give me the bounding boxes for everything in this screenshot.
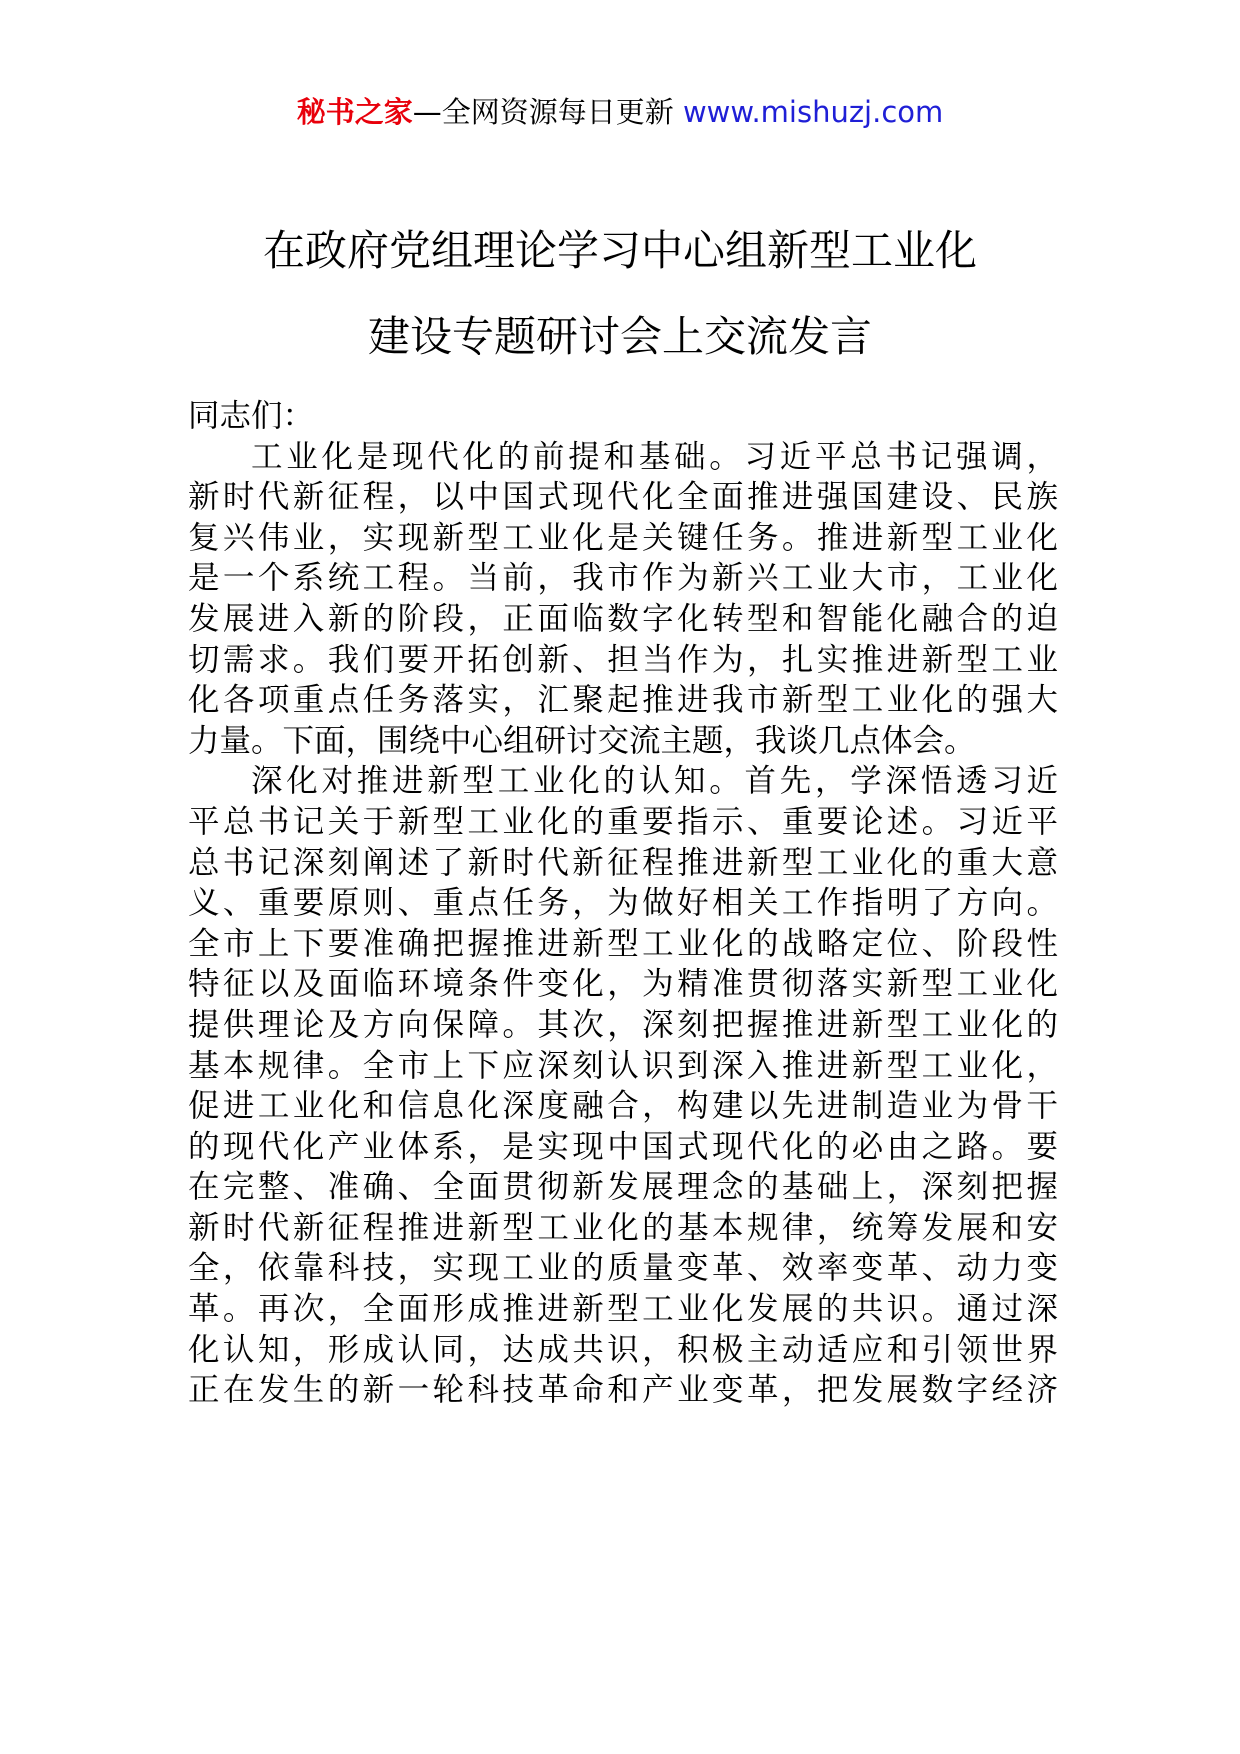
- paragraph-line: 平总书记关于新型工业化的重要指示、重要论述。习近平: [188, 803, 1058, 840]
- paragraph-line: 新时代新征程，以中国式现代化全面推进强国建设、民族: [188, 479, 1058, 516]
- site-brand: 秘书之家: [296, 95, 413, 129]
- paragraph-line: 切需求。我们要开拓创新、担当作为，扎实推进新型工业: [188, 641, 1058, 678]
- paragraph-line: 基本规律。全市上下应深刻认识到深入推进新型工业化，: [188, 1047, 1058, 1084]
- paragraph-line: 在完整、准确、全面贯彻新发展理念的基础上，深刻把握: [188, 1169, 1058, 1206]
- paragraph-1: [188, 437, 1058, 762]
- site-tagline: —全网资源每日更新: [412, 95, 674, 129]
- title-line-2: 建设专题研讨会上交流发言: [367, 312, 872, 361]
- salutation: 同志们：: [188, 398, 315, 434]
- paragraph-line: 复兴伟业，实现新型工业化是关键任务。推进新型工业化: [188, 519, 1058, 556]
- paragraph-line: 总书记深刻阐述了新时代新征程推进新型工业化的重大意: [188, 844, 1058, 881]
- paragraph-line: 深化对推进新型工业化的认知。首先，学深悟透习近: [251, 763, 1058, 800]
- paragraph-2: [188, 761, 1058, 1411]
- paragraph-line: 的现代化产业体系，是实现中国式现代化的必由之路。要: [188, 1128, 1058, 1165]
- document-title: [140, 208, 1100, 380]
- document-body: [188, 396, 1058, 1411]
- paragraph-line: 正在发生的新一轮科技革命和产业变革，把发展数字经济: [188, 1372, 1058, 1409]
- paragraph-line: 全市上下要准确把握推进新型工业化的战略定位、阶段性: [188, 925, 1058, 962]
- paragraph-line: 促进工业化和信息化深度融合，构建以先进制造业为骨干: [188, 1088, 1058, 1125]
- paragraph-line: 义、重要原则、重点任务，为做好相关工作指明了方向。: [188, 885, 1058, 922]
- paragraph-line: 新时代新征程推进新型工业化的基本规律，统筹发展和安: [188, 1209, 1058, 1246]
- paragraph-line: 是一个系统工程。当前，我市作为新兴工业大市，工业化: [188, 560, 1058, 597]
- paragraph-line: 化各项重点任务落实，汇聚起推进我市新型工业化的强大: [188, 682, 1058, 719]
- paragraph-line: 提供理论及方向保障。其次，深刻把握推进新型工业化的: [188, 1006, 1058, 1043]
- paragraph-line: 发展进入新的阶段，正面临数字化转型和智能化融合的迫: [188, 600, 1058, 637]
- paragraph-line: 革。再次，全面形成推进新型工业化发展的共识。通过深: [188, 1291, 1058, 1328]
- site-url-link[interactable]: www.mishuzj.com: [682, 95, 944, 129]
- paragraph-line: 工业化是现代化的前提和基础。习近平总书记强调，: [251, 438, 1058, 475]
- paragraph-line: 特征以及面临环境条件变化，为精准贯彻落实新型工业化: [188, 966, 1058, 1003]
- site-header: [0, 92, 1240, 132]
- paragraph-line: 化认知，形成认同，达成共识，积极主动适应和引领世界: [188, 1331, 1058, 1368]
- title-line-1: 在政府党组理论学习中心组新型工业化: [262, 226, 977, 275]
- paragraph-line: 全，依靠科技，实现工业的质量变革、效率变革、动力变: [188, 1250, 1058, 1287]
- paragraph-line: 力量。下面，围绕中心组研讨交流主题，我谈几点体会。: [188, 722, 976, 759]
